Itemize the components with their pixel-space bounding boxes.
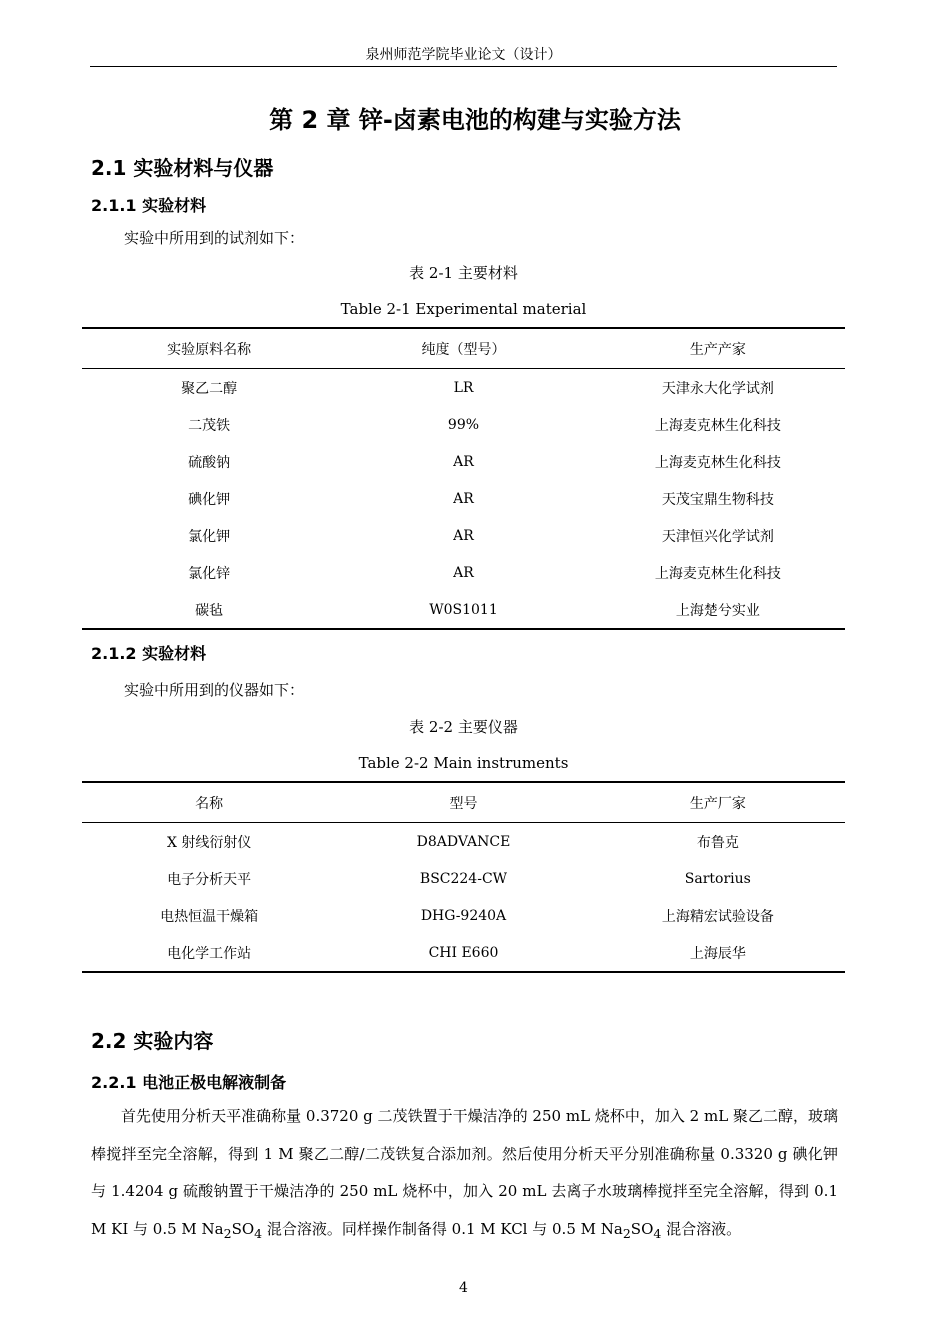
- instrument-name: 电子分析天平: [167, 871, 252, 888]
- instruments-intro: 实验中所用到的仪器如下：: [124, 681, 305, 699]
- instrument-model: BSC224-CW: [419, 870, 508, 887]
- table-row: [82, 860, 845, 897]
- instrument-name: 电化学工作站: [167, 945, 252, 962]
- material-purity: AR: [453, 564, 474, 581]
- table-row: [82, 517, 845, 554]
- material-maker: 上海楚兮实业: [675, 602, 760, 619]
- column-header: 生产产家: [689, 341, 746, 358]
- instrument-model: CHI E660: [428, 944, 499, 961]
- table-header-row: [82, 328, 845, 369]
- material-purity: W0S1011: [429, 601, 498, 618]
- table-row: [82, 554, 845, 591]
- instrument-maker: Sartorius: [684, 870, 751, 887]
- table-row: [82, 591, 845, 629]
- material-maker: 天津恒兴化学试剂: [661, 528, 774, 545]
- section-2-2-1-heading: 2.2.1 电池正极电解液制备: [91, 1073, 287, 1092]
- instrument-maker: 布鲁克: [696, 834, 739, 851]
- page-header: 泉州师范学院毕业论文（设计）: [90, 44, 837, 67]
- column-header: 实验原料名称: [167, 341, 252, 358]
- material-purity: LR: [453, 379, 474, 396]
- body-text-part: 混合溶液。: [661, 1219, 742, 1238]
- material-name: 硫酸钠: [188, 454, 231, 471]
- reagents-intro: 实验中所用到的试剂如下：: [124, 229, 305, 247]
- table-row: [82, 480, 845, 517]
- table-header-row: [82, 782, 845, 823]
- section-2-1-1-heading: 2.1.1 实验材料: [91, 196, 207, 215]
- instrument-maker: 上海精宏试验设备: [661, 908, 774, 925]
- section-2-1-heading: 2.1 实验材料与仪器: [91, 156, 274, 180]
- table2-caption-en: Table 2-2 Main instruments: [358, 754, 569, 772]
- table1-caption-cn: 表 2-1 主要材料: [409, 264, 518, 282]
- table-row: [82, 934, 845, 972]
- column-header: 生产厂家: [689, 795, 746, 812]
- material-maker: 上海麦克林生化科技: [654, 454, 781, 471]
- formula-na: Na: [201, 1219, 224, 1238]
- column-header: 纯度（型号）: [421, 341, 506, 358]
- formula-so: SO: [231, 1219, 255, 1238]
- material-purity: AR: [453, 453, 474, 470]
- chapter-title: 第 2 章 锌-卤素电池的构建与实验方法: [269, 106, 681, 134]
- material-maker: 天茂宝鼎生物科技: [661, 491, 774, 508]
- material-purity: 99%: [447, 416, 480, 433]
- material-purity: AR: [453, 490, 474, 507]
- material-name: 二茂铁: [188, 417, 231, 434]
- material-maker: 上海麦克林生化科技: [654, 565, 781, 582]
- page-number: 4: [459, 1280, 468, 1296]
- material-purity: AR: [453, 527, 474, 544]
- material-name: 碳毡: [195, 602, 224, 619]
- formula-so: SO: [630, 1219, 654, 1238]
- instrument-maker: 上海辰华: [689, 945, 746, 962]
- instrument-model: DHG-9240A: [420, 907, 507, 924]
- instrument-name: 电热恒温干燥箱: [160, 908, 259, 925]
- material-name: 氯化锌: [188, 565, 231, 582]
- table-row: [82, 406, 845, 443]
- table1-caption-en: Table 2-1 Experimental material: [340, 300, 587, 318]
- electrolyte-prep-paragraph: [91, 1098, 838, 1252]
- column-header: 型号: [449, 795, 478, 812]
- table-row: [82, 897, 845, 934]
- section-2-2-heading: 2.2 实验内容: [91, 1029, 214, 1053]
- subscript: 4: [254, 1225, 263, 1241]
- material-name: 氯化钾: [188, 528, 231, 545]
- instrument-name: X 射线衍射仪: [166, 834, 252, 851]
- table-row: [82, 443, 845, 480]
- instrument-model: D8ADVANCE: [416, 833, 511, 850]
- material-name: 聚乙二醇: [181, 380, 238, 397]
- material-maker: 上海麦克林生化科技: [654, 417, 781, 434]
- subscript: 4: [653, 1225, 662, 1241]
- subscript: 2: [223, 1225, 232, 1241]
- material-maker: 天津永大化学试剂: [661, 380, 774, 397]
- instruments-table: [82, 781, 845, 973]
- table-row: [82, 369, 845, 407]
- materials-table: [82, 327, 845, 630]
- body-text-part: 首先使用分析天平准确称量 0.3720 g 二茂铁置于干燥洁净的 250 mL 烧杯中，加入 2 mL 聚乙二醇，玻璃棒搅拌至完全溶解，得到 1 M 聚乙二醇/二茂铁复合添加剂。然后使用分析天平分别准确称量 0.3320 g 碘化钾与 1.4204 g 硫酸钠置于干燥洁净的 250 mL 烧杯中，加入 20 mL 去离子水玻璃棒搅拌至完全溶解，得到 0.1 M KI 与 0.5 M: [91, 1107, 838, 1238]
- formula-na: Na: [600, 1219, 623, 1238]
- subscript: 2: [622, 1225, 631, 1241]
- column-header: 名称: [195, 795, 224, 812]
- table2-caption-cn: 表 2-2 主要仪器: [409, 718, 518, 736]
- body-text-part: 混合溶液。同样操作制备得 0.1 M KCl 与 0.5 M: [262, 1219, 601, 1238]
- material-name: 碘化钾: [188, 491, 231, 508]
- body-paragraph: [91, 1098, 838, 1252]
- section-2-1-2-heading: 2.1.2 实验材料: [91, 644, 207, 663]
- table-row: [82, 823, 845, 861]
